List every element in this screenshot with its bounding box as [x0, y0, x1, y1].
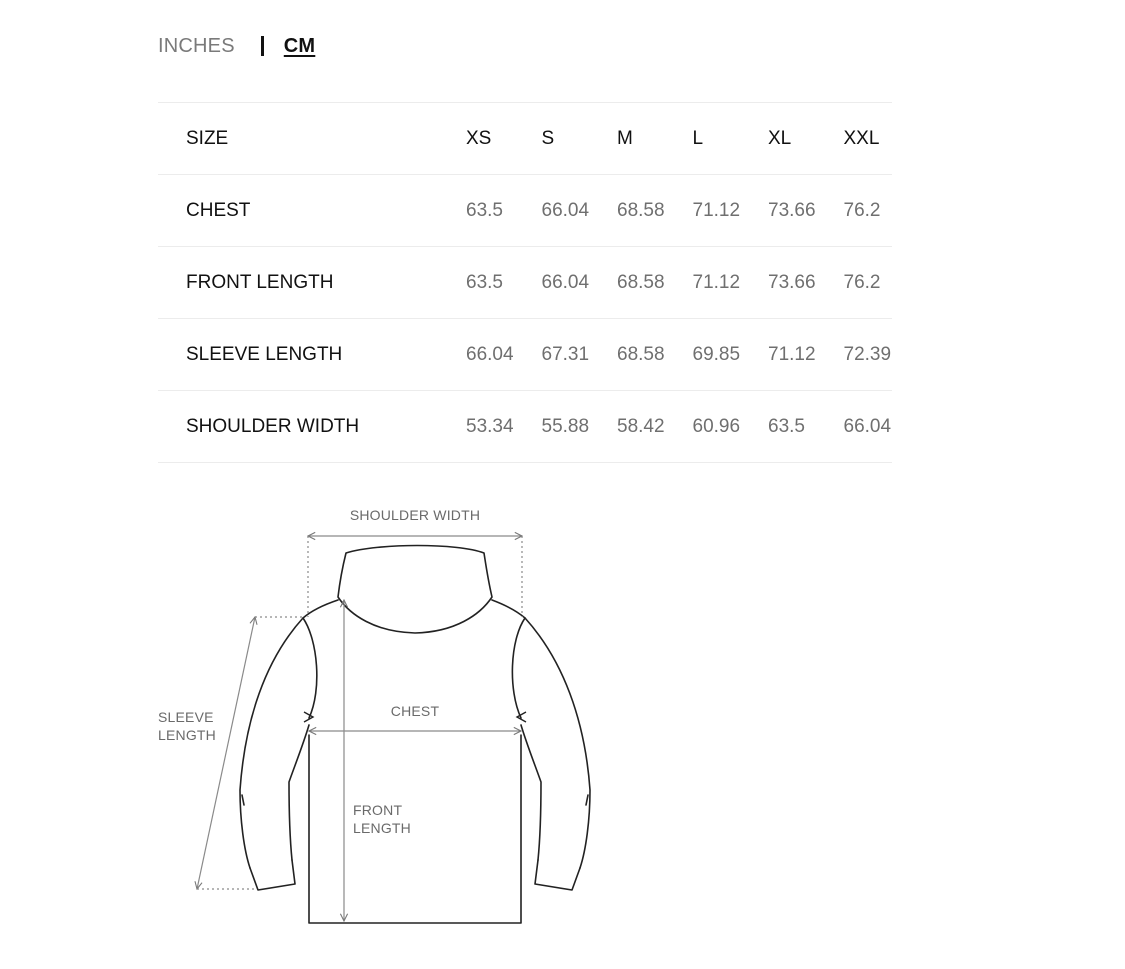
size-s-header: S — [542, 103, 618, 175]
sleeve-length-arrow — [197, 617, 255, 889]
sleeve-length-label-line2: LENGTH — [158, 727, 216, 743]
table-cell: 68.58 — [617, 319, 693, 391]
chest-label: CHEST — [390, 703, 440, 719]
unit-toggle — [158, 32, 315, 60]
table-cell: 66.04 — [542, 175, 618, 247]
shoulder-width-row — [158, 391, 892, 463]
sleeve-length-row — [158, 319, 892, 391]
size-xl-header: XL — [768, 103, 844, 175]
front-length-label-line1: FRONT — [353, 802, 403, 818]
measurement-guides — [197, 536, 522, 921]
table-cell: 58.42 — [617, 391, 693, 463]
table-cell: 55.88 — [542, 391, 618, 463]
unit-cm-option[interactable]: CM — [283, 34, 316, 57]
table-cell: 73.66 — [768, 175, 844, 247]
hoodie-outline — [240, 546, 590, 924]
table-cell: 69.85 — [693, 319, 769, 391]
size-m-header: M — [617, 103, 693, 175]
table-cell: 72.39 — [844, 319, 893, 391]
table-cell: 76.2 — [844, 247, 893, 319]
size-xxl-header: XXL — [844, 103, 893, 175]
table-cell: 73.66 — [768, 247, 844, 319]
table-cell: 71.12 — [693, 247, 769, 319]
size-l-header: L — [693, 103, 769, 175]
table-cell: 76.2 — [844, 175, 893, 247]
chest-row — [158, 175, 892, 247]
table-cell: 66.04 — [844, 391, 893, 463]
front-length-label-line2: LENGTH — [353, 820, 411, 836]
table-cell: 63.5 — [768, 391, 844, 463]
table-cell: 63.5 — [466, 247, 542, 319]
size-xs-header: XS — [466, 103, 542, 175]
table-cell: 66.04 — [466, 319, 542, 391]
table-cell: 71.12 — [693, 175, 769, 247]
table-cell: 67.31 — [542, 319, 618, 391]
table-cell: 68.58 — [617, 247, 693, 319]
shoulder-width-label: SHOULDER WIDTH — [349, 507, 481, 523]
size-chart-table — [158, 102, 892, 463]
table-cell: 53.34 — [466, 391, 542, 463]
size-header-label: SIZE — [158, 103, 466, 175]
table-cell: 60.96 — [693, 391, 769, 463]
table-cell: 66.04 — [542, 247, 618, 319]
unit-inches-option[interactable]: INCHES — [158, 34, 235, 57]
front-length-row — [158, 247, 892, 319]
row-label: FRONT LENGTH — [158, 247, 466, 319]
hoodie-measurement-diagram — [140, 495, 610, 935]
table-cell: 63.5 — [466, 175, 542, 247]
table-cell: 71.12 — [768, 319, 844, 391]
row-label: CHEST — [158, 175, 466, 247]
row-label: SLEEVE LENGTH — [158, 319, 466, 391]
table-cell: 68.58 — [617, 175, 693, 247]
size-header-row — [158, 103, 892, 175]
row-label: SHOULDER WIDTH — [158, 391, 466, 463]
unit-separator — [261, 36, 264, 56]
sleeve-length-label-line1: SLEEVE — [158, 709, 214, 725]
